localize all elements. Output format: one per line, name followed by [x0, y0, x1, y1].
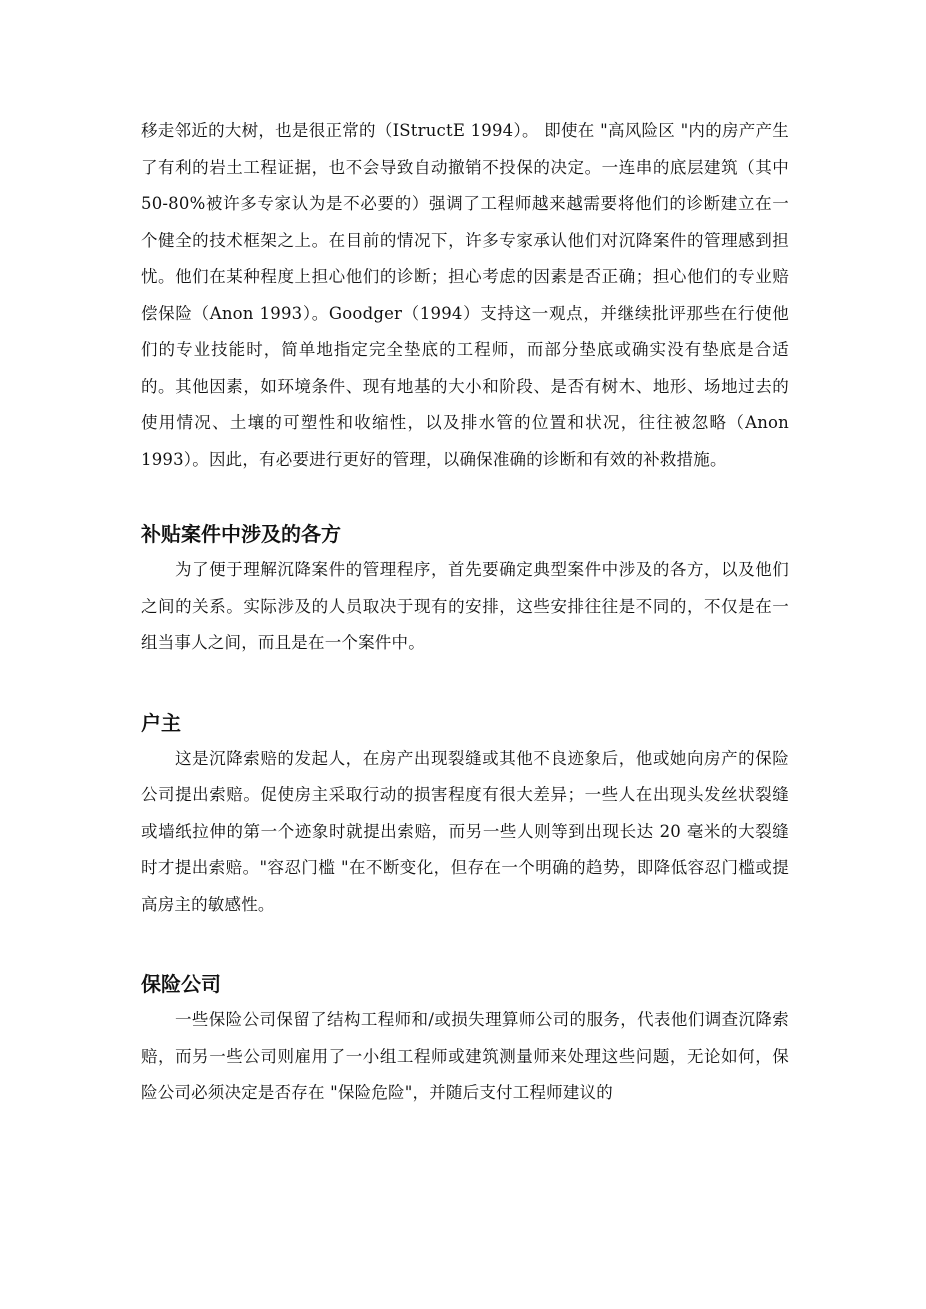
section-paragraph-parties: 为了便于理解沉降案件的管理程序，首先要确定典型案件中涉及的各方，以及他们之间的关系。实际涉及的人员取决于现有的安排，这些安排往往是不同的，不仅是在一组当事人之间，而且是在一个案件中。 — [141, 560, 789, 652]
document-page — [141, 113, 789, 1112]
section-paragraph-insurer: 一些保险公司保留了结构工程师和/或损失理算师公司的服务，代表他们调查沉降索赔，而另一些公司则雇用了一小组工程师或建筑测量师来处理这些问题，无论如何，保险公司必须决定是否存在 "保险危险"，并随后支付工程师建议的 — [141, 1010, 789, 1102]
intro-paragraph: 移走邻近的大树，也是很正常的（IStructE 1994）。 即使在 "高风险区 "内的房产产生了有利的岩土工程证据，也不会导致自动撤销不投保的决定。一连串的底层建筑（其中 50-80%被许多专家认为是不必要的）强调了工程师越来越需要将他们的诊断建立在一个健全的技术框架之上。在目前的情况下，许多专家承认他们对沉降案件的管理感到担忧。他们在某种程度上担心他们的诊断；担心考虑的因素是否正确；担心他们的专业赔偿保险（Anon 1993）。Goodger（1994）支持这一观点，并继续批评那些在行使他们的专业技能时，简单地指定完全垫底的工程师，而部分垫底或确实没有垫底是合适的。其他因素，如环境条件、现有地基的大小和阶段、是否有树木、地形、场地过去的使用情况、土壤的可塑性和收缩性，以及排水管的位置和状况，往往被忽略（Anon 1993）。因此，有必要进行更好的管理，以确保准确的诊断和有效的补救措施。 — [141, 121, 789, 469]
section-heading-homeowner: 户主 — [141, 710, 181, 735]
section-heading-insurer: 保险公司 — [141, 972, 221, 996]
section-paragraph-homeowner: 这是沉降索赔的发起人，在房产出现裂缝或其他不良迹象后，他或她向房产的保险公司提出索赔。促使房主采取行动的损害程度有很大差异；一些人在出现头发丝状裂缝或墙纸拉伸的第一个迹象时就提出索赔，而另一些人则等到出现长达 20 毫米的大裂缝时才提出索赔。"容忍门槛 "在不断变化，但存在一个明确的趋势，即降低容忍门槛或提高房主的敏感性。 — [141, 748, 789, 914]
section-heading-parties: 补贴案件中涉及的各方 — [141, 522, 341, 546]
